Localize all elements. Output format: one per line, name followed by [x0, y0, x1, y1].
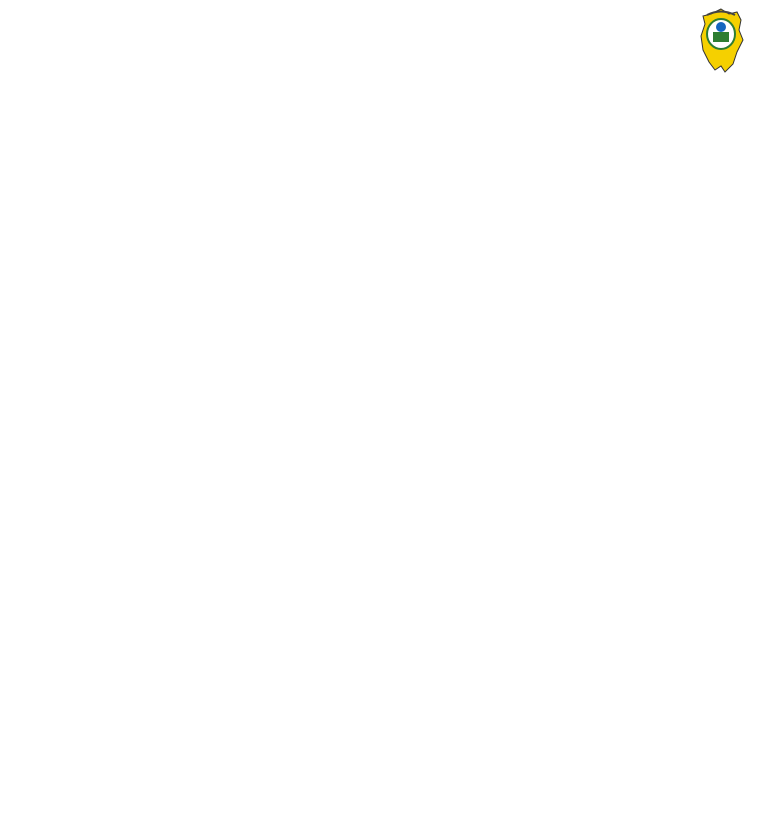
county-crest-logo	[695, 6, 747, 74]
fixture-table	[20, 78, 761, 807]
